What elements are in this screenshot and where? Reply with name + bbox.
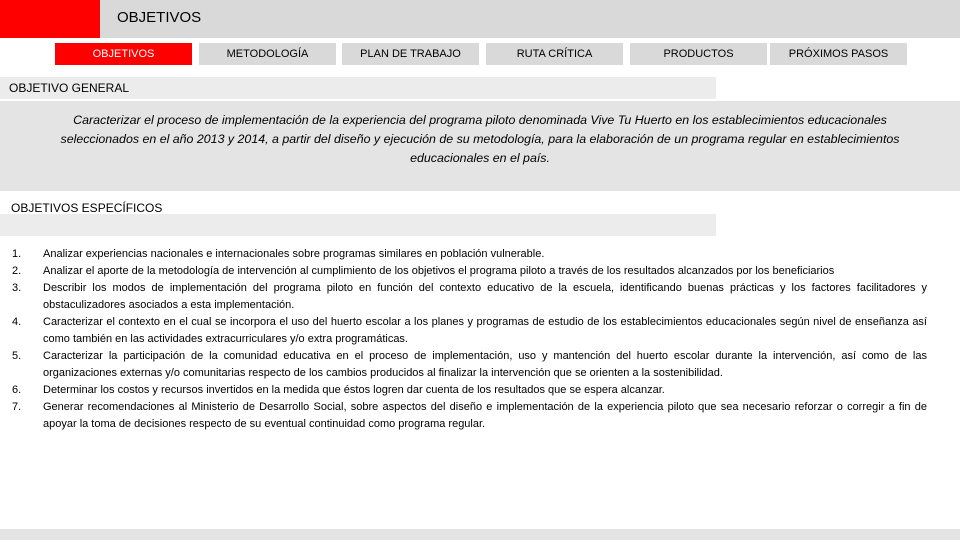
list-item-number: 5.: [12, 350, 22, 362]
brand-block: [0, 0, 100, 38]
list-item: [12, 263, 927, 280]
list-item: [12, 399, 927, 433]
general-objective-box: [0, 101, 960, 191]
list-item-text: Determinar los costos y recursos invertidos en la medida que éstos logren dar cuenta de los resultados que se espera alcanzar.: [43, 384, 665, 396]
specific-objectives-list: [12, 246, 927, 433]
list-item-number: 7.: [12, 401, 22, 413]
tab-metodologia[interactable]: METODOLOGÍA: [199, 43, 336, 65]
list-item-text: Describir los modos de implementación del programa piloto en función del contexto educativo de la escuela, identificando buenas prácticas y los factores facilitadores y obstaculizadores asociados a esta implementación.: [43, 282, 927, 311]
tab-productos[interactable]: PRODUCTOS: [630, 43, 767, 65]
general-objective-text: Caracterizar el proceso de implementación de la experiencia del programa piloto denominada Vive Tu Huerto en los establecimientos educacionales seleccionados en el año 2013 y 2014, a partir del diseño y ejecución de su metodología, para la elaboración de un programa regular en establecimientos educacionales en el país.: [60, 113, 900, 165]
list-item-text: Caracterizar la participación de la comunidad educativa en el proceso de implementación, uso y mantención del huerto escolar durante la intervención, así como de las organizaciones externas y/o comunitarias respecto de los cambios producidos al finalizar la intervención que se orienten a la sostenibilidad.: [43, 350, 927, 379]
tab-plan-de-trabajo[interactable]: PLAN DE TRABAJO: [342, 43, 479, 65]
page-title: OBJETIVOS: [117, 9, 202, 26]
list-item-text: Caracterizar el contexto en el cual se incorpora el uso del huerto escolar a los planes y programas de estudio de los establecimientos educacionales según nivel de enseñanza así como también en las actividades extracurriculares y/o extra programáticas.: [43, 316, 927, 345]
list-item: [12, 246, 927, 263]
general-section-title: OBJETIVO GENERAL: [9, 81, 130, 95]
list-item-number: 3.: [12, 282, 22, 294]
list-item: [12, 280, 927, 314]
specific-section-band: [0, 214, 716, 236]
list-item-number: 6.: [12, 384, 22, 396]
list-item-text: Analizar el aporte de la metodología de intervención al cumplimiento de los objetivos el programa piloto a través de los resultados alcanzados por los beneficiarios: [43, 265, 835, 277]
list-item-text: Analizar experiencias nacionales e internacionales sobre programas similares en población vulnerable.: [43, 248, 545, 260]
list-item-number: 1.: [12, 248, 22, 260]
specific-section-title: OBJETIVOS ESPECÍFICOS: [11, 201, 163, 215]
list-item: [12, 382, 927, 399]
list-item-number: 2.: [12, 265, 22, 277]
tab-ruta-critica[interactable]: RUTA CRÍTICA: [486, 43, 623, 65]
list-item-text: Generar recomendaciones al Ministerio de Desarrollo Social, sobre aspectos del diseño e implementación de la experiencia piloto que sea necesario reforzar o corregir a fin de apoyar la toma de decisiones respecto de su eventual continuidad como programa regular.: [43, 401, 927, 430]
list-item-number: 4.: [12, 316, 22, 328]
list-item: [12, 314, 927, 348]
tab-objetivos[interactable]: OBJETIVOS: [55, 43, 192, 65]
list-item: [12, 348, 927, 382]
tab-proximos-pasos[interactable]: PRÓXIMOS PASOS: [770, 43, 907, 65]
footer-band: [0, 529, 960, 540]
